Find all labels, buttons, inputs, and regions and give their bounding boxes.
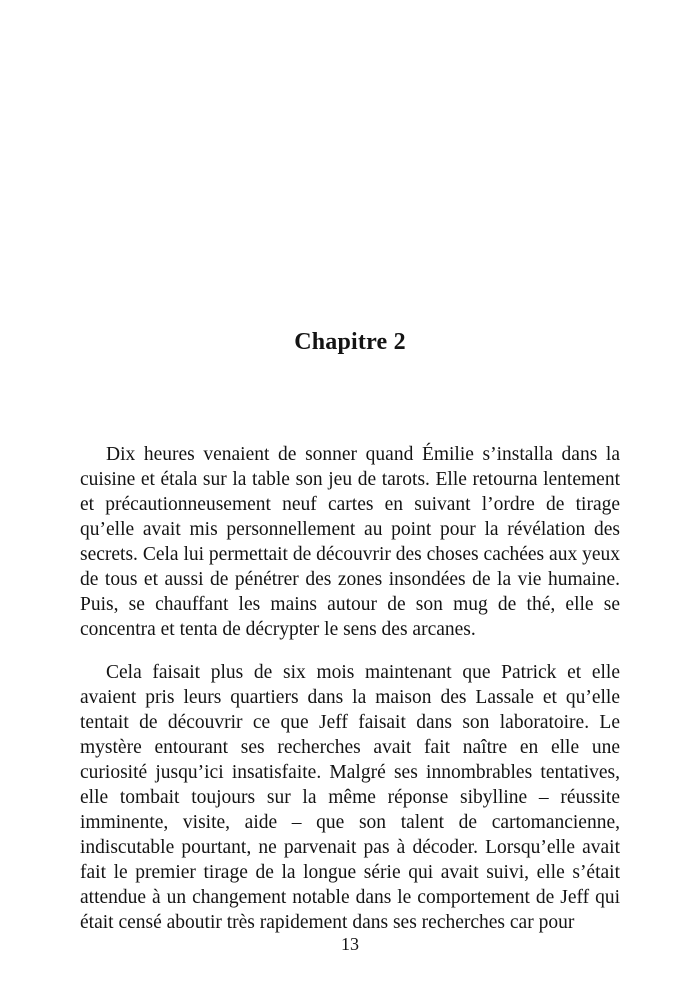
chapter-title: Chapitre 2 — [294, 329, 406, 355]
body-text — [0, 358, 700, 935]
paragraph: Dix heures venaient de sonner quand Émilie s’installa dans la cuisine et étala sur la table son jeu de tarots. Elle retourna lentement et précautionneusement neuf cartes en suivant l’ordre de tirage qu’elle avait mis personnellement au point pour la révélation des secrets. Cela lui permettait de découvrir des choses cachées aux yeux de tous et aussi de pénétrer des zones insondées de la vie humaine. Puis, se chauffant les mains autour de son mug de thé, elle se concentra et tenta de décrypter le sens des arcanes. — [80, 444, 620, 640]
page-number: 13 — [341, 934, 359, 954]
paragraph: Cela faisait plus de six mois maintenant que Patrick et elle avaient pris leurs quartiers dans la maison des Lassale et qu’elle tentait de découvrir ce que Jeff faisait dans son laboratoire. Le mystère entourant ses recherches avait fait naître en elle une curiosité jusqu’ici insatisfaite. Malgré ses innombrables tentatives, elle tombait toujours sur la même réponse sibylline – réussite imminente, visite, aide – que son talent de cartomancienne, indiscutable pourtant, ne parvenait pas à décoder. Lorsqu’elle avait fait le premier tirage de la longue série qui avait suivi, elle s’était attendue à un changement notable dans le comportement de Jeff qui était censé aboutir très rapidement dans ses recherches car pour — [80, 662, 620, 933]
